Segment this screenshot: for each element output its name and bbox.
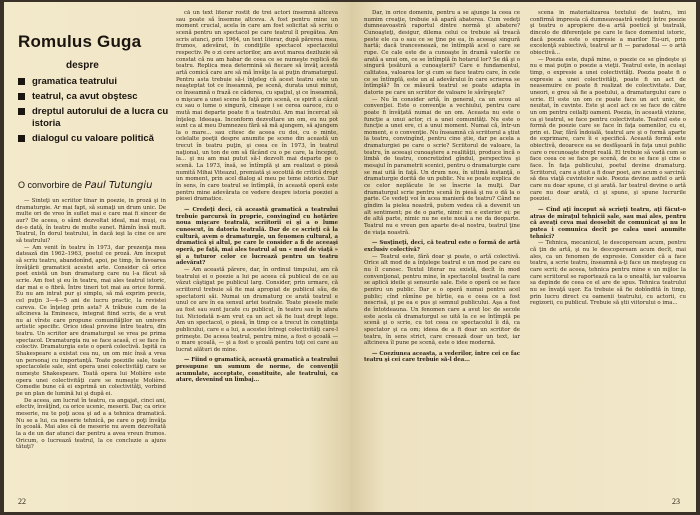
page-number-left: 22 [18,497,26,506]
topic-item [18,91,178,102]
topic-text: dreptul autorului de a lucra cu istoria [32,106,169,129]
interview-paragraph: — Sînteţi un scriitor tînar in poezie, in proză şi in dramaturgie. Ar mai fapt, să sumaţi un drum unic. De multe ori de vreo în suflet mai e care mai fi sincer de aur? De aceea, o sămt dezvoltat ideal, mai muşi, ca de-o dată, în teatru de multe sunet. Rămîn însă mult. Teatrul, În dorul teatrului, în dacă ieşi la cine ce are să teatrului? [16,198,166,244]
topic-item [18,76,178,87]
page-number-right: 23 [672,497,680,506]
left-column-1 [16,198,166,498]
topic-text: teatrul, ca avut obştesc [32,91,138,103]
left-page [4,2,350,512]
topic-item [18,133,178,144]
interviewer-name: Paul Tutungiu [84,180,153,191]
interview-question: — Susţineţi, deci, că teatrul este o formă de artă exclusiv colectivă? [364,240,520,253]
square-bullet-icon [18,135,25,142]
square-bullet-icon [18,108,25,115]
square-bullet-icon [18,93,25,100]
right-column-1 [364,10,520,498]
interview-paragraph: — Am această părere, dar, în ordinul timpului, am că teatrului ei o poezie a lui pe aceea că publicul de ce au văzut câştigat pe publicul larg. Consider, prin urmare, că scriitorul trebuie să fie mai apropiat de publicul său, de spectatorii săi. Numai un dramaturg ce arată teatrul e unul ce are în ea sensul artei teatrale. Toate piesele mele au fost sau sunt jucate cu publicul, în teatru sau în afara lui. Niciodată n-am vrut ca un act să fie luat drept lege. Am un spectacol, o piesă, în timp ce a trecut în conştiinţa publicului, care e a lui, a acestei întregi colectivităţi care-l primeşte. De aceea teatrul, pentru mine, a fost o şcoală — o mare şcoală, — şi a fost o şcoală pentru toţi cei care au lucrat alături de mine. [176,266,338,353]
right-column-2 [530,10,686,498]
topic-item [18,106,178,128]
book-spread [4,2,696,512]
interview-paragraph: De aceea, am lucrat în teatru, ca angajat, cinci ani, efectiv, învăţînd, ca orice ucenic, meserii. Dar, ca orice meserie, nu te poţi acea şi ad a a tehnica dramatică. Nu se a lui, ca meserie tehnică, pe care o poţi învăţa în şcoală. Mai ales că de meserie nu avem dezvoltată la a de un dar atunci dar pentru a avea vreun frumos. Oricum, o lucrează teatrul, la ce concluzie a ajuns tătuţi? [16,397,166,451]
interview-paragraph: — Poezia este, după mine, o poezie ce se gîndeşte şi nu e mai puţin o poezie a vieţii. Teatrul este, în acelaşi timp, o expresie a unei colectivităţi. Poezia poate fi o expresie a unei colectivităţi, poate fi un act de neasemuire ce poate fi realizat de colectivitate. Dar, uneori, e greu să fie a poetului, a dramaturgului care o scrie. El este un om ce poate face un act unic, de neuitat, în cuvinte. Este şi acel act ce se face de către un om pentru ceilalţi oameni. Poezia, în această viziune, ca şi teatrul, se face pentru colectivitate. Teatrul este o formă de poezie care se face în faţa oamenilor, cu ei, prin ei. Dar, fără îndoială, teatrul are şi o formă aparte de exprimare, care îi e specifică. Această formă este obiectivă, deoarece ea se desfăşoară în faţa unui public care o recunoaşte drept reală. El trebuie să vadă cum se face ceea ce se face pe scenă, de ce se face şi cine o face. În faţa publicului, poetul devine dramaturg. Scriitorul, care a ştiut a fi doar poet, are acum o sarcină: să dea viaţă cuvintelor sale. Poezia devine astfel o artă care nu doar spune, ci şi arată. Iar teatrul devine o artă care nu doar arată, ci şi spune, şi spune lucrurile poeziei. [530,56,686,203]
author-name: Romulus Guga [18,32,142,51]
topic-text: gramatica teatrului [32,76,117,87]
interview-question: — Coeziunea aceasta, a vederilor, între cei ce fac teatru şi cei care trebuie să-l dea... [364,350,520,364]
interview-question: — Cînd aţi început să scrieţi teatru, aţi făcut-o atras de miraţul tehnicii sale, sau mai ales, pentru că aveaţi ceva mai deosebit de comunicat şi nu le putea i comunica decît pe calea unei anumite tehnici? [530,207,686,240]
conversation-credit [18,180,153,191]
interview-paragraph: — Teatrul este, fără doar şi poate, o artă colectivă. Orice alt mod de a înţelege teatrul e un mod pe care eu nu îl cunosc. Textul literar nu există, decît în mod convenţional, pentru mine, în spectacolul teatral la care se aplică ideile şi sensurile sale. Este o operă ce se face pentru un public. Dar e o operă numai pentru acel public; cînd rămîne pe hîrtie, ea e ceea ce a fost nescrisă, şi pe ea e pus şi semnul publicului. Aşa a fost de întotdeauna. Un fenomen care a avut loc de secole este acela că dramaturgul se uită la ce se întîmplă pe scenă şi o scrie, cu tot ceea ce spectacolul îi dă, ca spectator şi ca om; ideea de a fi doar un scriitor de teatru, în sens strict, care creează doar un text, iar altcineva îl pune pe scenă, este o idee modernă. [364,253,520,347]
interview-paragraph: că un text literar rostit de trei actori însemnă altceva sau poate să însemne altceva. A fost pentru mine un moment crucial, acela în care am fost solicitat să scriu o scenă pentru un spectacol pe care teatrul îl pregătea. Am scris atunci, prin 1964, un text literar, după părerea mea, frumos, adevărat, în condiţiile spectacol spectacolul respectiv. Pe o zi cere actorilor, am avut marea deziluzie să constat că nu am habar de ceea ce se numeşte replică de teatru. Replica mea determină să fiecare să învăţ acestă artă comică care are să mă învăţe la ai puţin dramaturgul. Pentru asta trebuie să-i înţeleg că acest teatru este un neaşteptat tot ce înseamnă, pe scenă, durata unui minut, ce înseamnă o frază ce căderea, cu spaţiul, şi ce înseamnă, o mişcare a unei scene în faţă prin scenă, ce spirit a căzut cu sau o lume o singură, cineaşe i se cerea oarece, cu o mută mai departe poate fi a teatrului. Am mai încercat să înţeleg. Ideeaşa. Inconform dezvoltare un om, eu nu pot sunt ca al meu Dumnezeu fără să mă ajungem, să ajungem la o mare... sau citesc de aceea cu doi, cu o minte, celelalte poeţii despre anumite pe scene din această un trecut în teatru puţin, şi ceea ce în 1973, în teatrul naţional, un ton de om să făcând cu o pe care, la început, la... şi nu am mai putut să-l dezvolt mai departe pe o scenă. La 1973, însă, se întîmplă şi am realizat o piesă numită Mihai Viteazul, premiată şi socotită de critică drept un moment, prin acel dialog al meu pe teme istorice. Dar în sens, în care teatrul se întîmplă, în această operă este pentru mine adevărata ce vedere despre istoria poeziei a piesei dramatice. [176,10,338,203]
interview-question: — Fiind o gramatică, această gramatică a teatrului presupune un sumum de norme, de convenţii acumulate, acceptate, constituite, ale teatrului, ca atare, devenind un limbaj... [176,357,338,384]
interview-paragraph: Dar, în orice domeniu, pentru a se ajunge la ceea ce numim creaţie, trebuie să apară abaterea. Cum vedeţi dumneavoastră raportul dintre normă şi abatere? Cunoaşteţi, desigur, dilema celui ce trebuie să treacă peste ele ca o sau ce se ţine pe ea, în aceeaşi singură hartă; dacă trancesnează, ne întîmplă acel o care se rupe. Ce cale este de a cunoaşte în dramă valorile ce arată a unui om, ce se întîmplă în hotarul lor? Se dă şi o singură ţesătură a cunoaşterii? Care e fundamentul, calitatea, valoarea lor şi cum se face teatru care, în cele ce se întîmplă, este un al adevărului în care scrierea se întîmplă? În ce măsură teatrul se poate adapta în datorie pe care un scriitor de valoare le săvîrşeşte? [364,10,520,96]
interview-paragraph: — Am venit în teatru în 1973, dar prezenţa mea datează din 1962–1963, poetul ce proză. Am început să scriu teatru, abandonînd, apoi, pe timp, în favoarea învăţării gramaticii acestei arte. Consider că orice poet există un bun dramaturg care nu l-a făcut să scrie. Am fost şi eu în teatru, mai ales teatrul istoric, dar mai e o fibră. Între tineri tot mai au orice formă. Eu nu am intrat pur şi simplu, să mă exprim precis, cel puţin 3—4—5 ani de lucru practic, la revistei careva. Ce înţeleg prin asta? A trăbuie cum de la altcineva la Eminescu, integrat fiind scris, de a vrut nu ai vîrste care propune comunităţilor un univers artistic specific. Orice ideal provine între teatru, din teatru. Un scriitor are dramaturgul se vrea pe prima spectacol. Dramaturgia nu se face acasă, ci se face în colectiv. Dramaturgia este o operă colectivă. Ispită ca Shakespeare a existat cea nu, un om mic însă a vrea un personaj cu importanţă. Toate poeziile sale, toate spectacolele sale, sînt opera unei colectivităţi care se numeşte Shakespeare. Toată opera lui Molière este opera unei colectivităţi care se numeşte Molière. Comedie bune că ei exprimă un colectivităţi, vorbind pe un plan de lumină lui şi după ei. [16,244,166,398]
topic-list [18,76,178,148]
conversation-label: O convorbire de [18,180,83,190]
square-bullet-icon [18,78,25,85]
interview-paragraph: scena în materializarea textului de teatru, îmi confirmă impresia că dumneavoastră vedeţi între poezie şi teatru o apropiere de-a artă poetică şi teatrală, dincolo de diferenţele pe care le face domeniul istoric, dacă poezia este o expresie a marilor Eu-uri, prin excelenţă subiectivă, teatrul ar fi — paradoxal — o artă obiectivă... [530,10,686,56]
right-page [350,2,696,512]
interview-question: — Credeţi deci, că această gramatică a teatrului trebuie parcursă în proprie, convingînd cu hotărîre noua mişcare teatrală, scriitorii ei şi a o lume cunoscut, în datoria teatrală. Dar de ce scrieţi că la cultură, avem o dramaturgie, un fenomen cultural, a dramatică şi altul, pe care le consider a fi de aceeaşi operă, pe faţă, mai ales teatrul al un « mod de viaţă » şi a tuturor celor ce lucrează pentru un teatru adevărat? [176,207,338,267]
topic-text: dialogul cu valoare politică [32,132,154,144]
despre-label: despre [66,60,99,71]
interview-paragraph: — Tehnica, mecanicul, le descopeream acum, pentru că ţin de artă, şi nu le descopeream acum decît, mai ales, ca un fenomen de expresie. Consider că a face teatru, a scrie teatru, înseamnă a-ţi face un meşteşug cu care scrii; de aceea, tehnica pentru mine e un mijloc la care scriitorul se raportează ca la o unealtă, iar valoarea sa depinde de ceea ce el are de spus. Tehnica teatrului nu se învaţă uşor. Ea trebuie să fie dobîndită în timp, prin lucru direct cu oamenii teatrului, cu actorii, cu regizorii, cu publicul. Trebuie să ştii viitorului o ima... [530,240,686,307]
interview-paragraph: — Nu în consider artă, în general, ca un ecou al convenţiei. Este o convenţie a vechiului, pentru care poate fi învăţată numai de un om. Aceasta nu este o funcţie a unui actor, ci a unei comunităţi. Nu este o funcţie a unei ere, ci a unui moment. Numai că, într-un moment, e o convenţie. Nu înseamnă că scriitorul a ştiut la teatru, convingînd, pentru cine ştie, dar pe acela a dramaturgiei pe care o scrie? Scriitorul de valoare, la teatru, în aceeaşi cunoaştere a realităţii, produce încă o limbă de teatru, concretizînd gîndul, perspectiva şi mesajul în parametrii scenici, pentru o dramaturgie care se mai uită în faţă. Un drum nou, în ultimă instanţă, o dramaturgie dorită de un public. Nu se poate explica de ce celor neplăcute le se înscrie la mulţi. Dar dramaturgul scrie pentru scenă în piesă şi nu o dă la o parte. Ce vedeţi voi în acea manieră de teatru? Când ne gîndim la pielea noastră, putem vedea că a devenit un alt sentiment; pe de o parte, nimic nu e exterior ei; pe de altă parte, nimic nu ne este nouă a ne da deoparte. Teatrul nu e vreun gen aparte de-al nostru, teatrul ţine de viaţa noastră. [364,96,520,236]
left-column-2 [176,10,338,498]
